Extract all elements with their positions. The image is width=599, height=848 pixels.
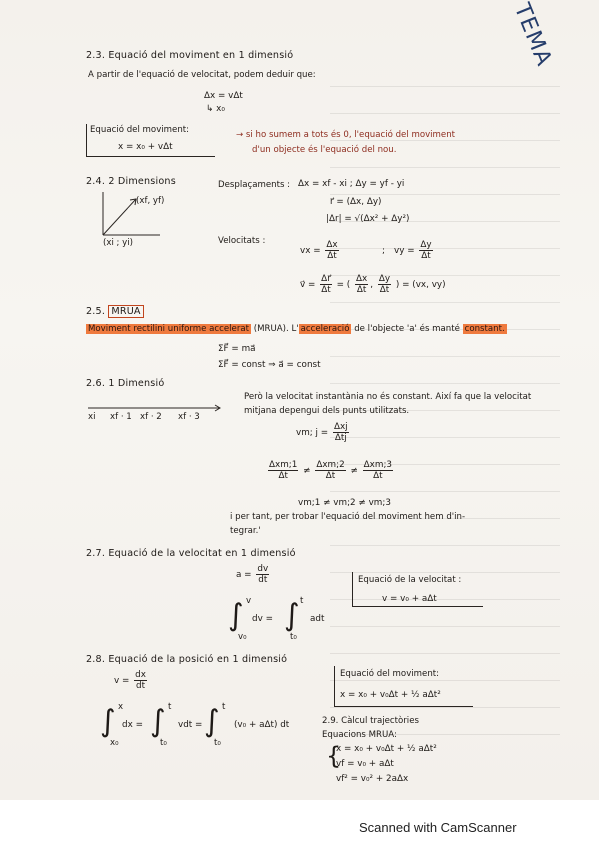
section-2-8-title: 2.8. Equació de la posició en 1 dimensió [86, 654, 288, 665]
section-2-3-intro: A partir de l'equació de velocitat, podem deduir que: [88, 70, 316, 80]
conclusion-line-1: i per tant, per trobar l'equació del moviment hem d'in- [230, 512, 466, 522]
section-2-3-deduction-2: ↳ x₀ [206, 104, 225, 114]
position-vector: r⃗ = (Δx, Δy) [330, 197, 382, 207]
integral-upper-t: t [300, 596, 304, 606]
integral-sign-t-1: ∫ [150, 704, 166, 739]
displacement-modulus: |Δr| = √(Δx² + Δy²) [326, 214, 410, 224]
integral-upper-t-1: t [168, 702, 172, 712]
position-box-formula: x = x₀ + v₀Δt + ½ aΔt² [340, 690, 441, 700]
integral-upper-v: v [246, 596, 252, 606]
integrand-expression: (v₀ + aΔt) dt [234, 720, 290, 730]
integral-sign-x: ∫ [100, 704, 116, 739]
section-2-9-subtitle: Equacions MRUA: [322, 730, 397, 740]
section-2-6-title: 2.6. 1 Dimensió [86, 378, 165, 389]
velocity-vector-formula: v⃗ = $\frac{\Delta r⃗}{\Delta t}$ = ( $\frac{\Delta x}{\Delta t}$ , $\frac{\Delta y}{\Delta t}$ ) = (vx, vy) [300, 274, 446, 296]
mean-velocity-ratios: $\frac{\text{Δxm;1}}{\Delta t}$ ≠ $\frac{\text{Δxm;2}}{\Delta t}$ ≠ $\frac{\text{Δxm;3}}{\Delta t}$ [269, 460, 393, 482]
acceleration-definition: a = $\frac{dv}{dt}$ [236, 564, 269, 586]
velocities-label: Velocitats : [218, 236, 266, 246]
integral-lower-t0-2: t₀ [214, 738, 221, 748]
newton-second-law: ΣF⃗ = ma⃗ [218, 344, 256, 354]
integrand-vdt: vdt = [178, 720, 203, 730]
axis-label-xf1: xf · 1 [110, 412, 132, 422]
section-2-5-definition: Moviment rectilini uniforme accelerat (MRUA). L' acceleració de l'objecte 'a' és manté constant. [88, 324, 505, 334]
section-2-7-title: 2.7. Equació de la velocitat en 1 dimensió [86, 548, 296, 559]
equation-system-brace: { [326, 742, 342, 770]
integral-sign-t-2: ∫ [204, 704, 220, 739]
axis-label-xf2: xf · 2 [140, 412, 162, 422]
velocity-definition: v = $\frac{dx}{dt}$ [114, 670, 146, 692]
mean-velocity-inequality: vm;1 ≠ vm;2 ≠ vm;3 [298, 498, 391, 508]
section-2-4-title: 2.4. 2 Dimensions [86, 176, 176, 187]
position-box-title: Equació del moviment: [340, 669, 440, 679]
mrua-equation-position: x = x₀ + v₀Δt + ½ aΔt² [336, 744, 437, 754]
integral-lower-v0: v₀ [238, 632, 247, 642]
side-note-line-2: d'un objecte és l'equació del nou. [252, 145, 397, 155]
camscanner-watermark: Scanned with CamScanner [359, 820, 517, 835]
side-note-line-1: → si ho sumem a tots és 0, l'equació del moviment [236, 130, 456, 140]
section-2-5-heading: 2.5. MRUA [86, 306, 144, 317]
section-2-6-text-line-1: Però la velocitat instantània no és constant. Així fa que la velocitat [244, 392, 532, 402]
displacements-label: Desplaçaments : [218, 180, 291, 190]
integral-lower-x0: x₀ [110, 738, 119, 748]
corner-stamp-text: TEMA [508, 0, 557, 70]
integral-lower-t0-1: t₀ [160, 738, 167, 748]
equation-box-formula: x = x₀ + vΔt [118, 142, 173, 152]
integrand-dv: dv = [252, 614, 273, 624]
integrand-adt: adt [310, 614, 325, 624]
integral-upper-x: x [118, 702, 124, 712]
mrua-equation-torricelli: vf² = v₀² + 2aΔx [336, 774, 409, 784]
mrua-equation-velocity: vf = v₀ + aΔt [336, 759, 394, 769]
axis-label-xi: xi [88, 412, 96, 422]
vx-formula: vx = $\frac{\Delta x}{\Delta t}$ [300, 240, 338, 262]
section-2-6-text-line-2: mitjana depengui dels punts utilitzats. [244, 406, 410, 416]
axis-label-xf3: xf · 3 [178, 412, 200, 422]
integral-sign-left: ∫ [228, 598, 244, 633]
constant-acceleration: ΣF⃗ = const ⇒ a⃗ = const [218, 360, 321, 370]
displacement-equation: Δx = xf - xi ; Δy = yf - yi [298, 179, 405, 189]
vy-formula: vy = $\frac{\Delta y}{\Delta t}$ [394, 240, 432, 262]
integral-sign-right: ∫ [284, 598, 300, 633]
section-2-9-title: 2.9. Càlcul trajectòries [322, 716, 419, 726]
integrand-dx: dx = [122, 720, 143, 730]
separator-semicolon: ; [382, 246, 385, 256]
mrua-tag: MRUA [108, 305, 143, 318]
integral-lower-t0: t₀ [290, 632, 297, 642]
equation-box-title: Equació del moviment: [90, 125, 190, 135]
integral-upper-t-2: t [222, 702, 226, 712]
graph-end-point-label: (xf, yf) [136, 196, 165, 206]
section-2-3-deduction-1: Δx = vΔt [204, 91, 243, 101]
section-2-3-title: 2.3. Equació del moviment en 1 dimensió [86, 50, 294, 61]
velocity-box-title: Equació de la velocitat : [358, 575, 462, 585]
velocity-box-formula: v = v₀ + aΔt [382, 594, 437, 604]
mean-velocity-formula: vm; j = $\frac{\text{Δxj}}{\text{Δtj}}$ [296, 422, 348, 444]
graph-origin-label: (xi ; yi) [103, 238, 134, 248]
conclusion-line-2: tegrar.' [230, 526, 261, 536]
